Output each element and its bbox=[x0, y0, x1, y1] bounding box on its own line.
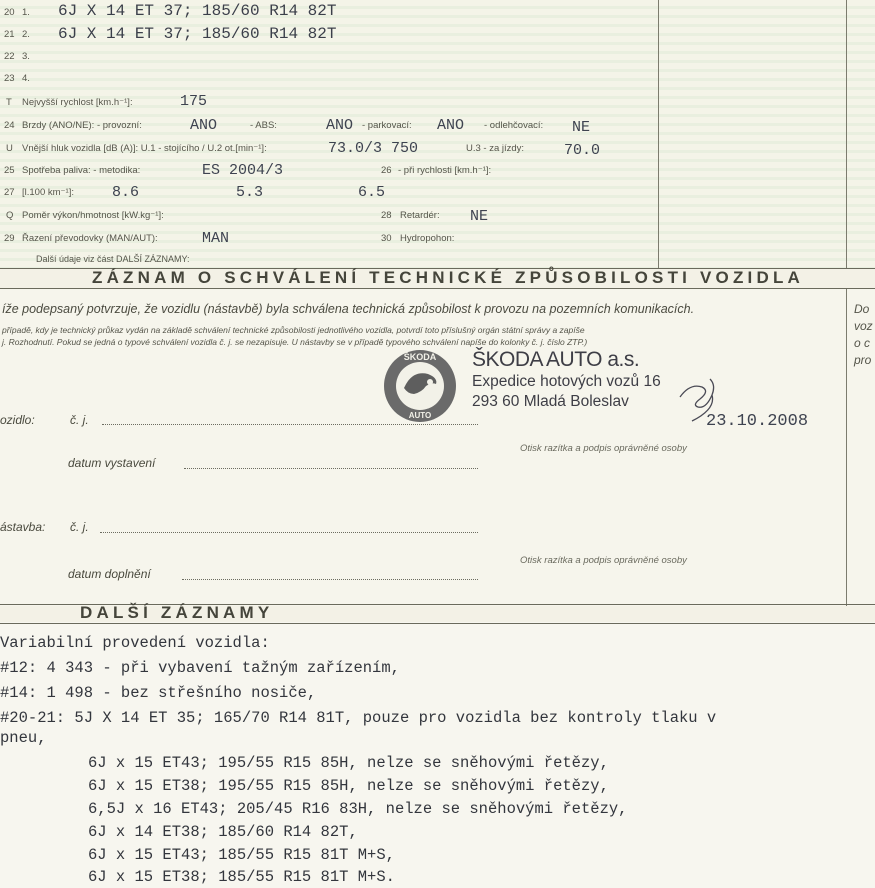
fuel-label: Spotřeba paliva: - metodika: bbox=[22, 165, 141, 176]
approval-title: ZÁZNAM O SCHVÁLENÍ TECHNICKÉ ZPŮSOBILOSTI VOZIDLA bbox=[92, 268, 805, 287]
divider bbox=[0, 623, 875, 624]
power-code: Q bbox=[6, 210, 14, 221]
record-line: Variabilní provedení vozidla: bbox=[0, 634, 270, 652]
abs-label: - ABS: bbox=[250, 120, 277, 131]
retarder-brake-value: NE bbox=[572, 119, 591, 136]
stamp-company: ŠKODA AUTO a.s. bbox=[472, 348, 640, 371]
record-line: 6J x 14 ET38; 185/60 R14 82T, bbox=[88, 823, 358, 841]
row-sub: 4. bbox=[22, 73, 30, 84]
power-label: Poměr výkon/hmotnost [kW.kg⁻¹]: bbox=[22, 210, 164, 221]
row-sub: 3. bbox=[22, 51, 30, 62]
approval-note-2: j. Rozhodnutí. Pokud se jedná o typové schválení vozidla č. j. se nezapisuje. U nástavby se v případě typového schválení napíše do kolonky č. j. číslo ZTP.) bbox=[2, 337, 588, 347]
row-num: 20 bbox=[4, 7, 15, 18]
speed-value: 175 bbox=[180, 93, 208, 110]
consumption-extra-urban: 5.3 bbox=[236, 184, 264, 201]
completed-dotted-line bbox=[182, 579, 478, 580]
side-note-3: o c bbox=[854, 336, 871, 350]
stamp-caption: Otisk razítka a podpis oprávněné osoby bbox=[520, 443, 687, 454]
cj2-dotted-line bbox=[100, 532, 478, 533]
record-line: pneu, bbox=[0, 729, 47, 747]
speed-label: Nejvyšší rychlost [km.h⁻¹]: bbox=[22, 97, 133, 108]
fuel-code: 25 bbox=[4, 165, 15, 176]
row-num: 23 bbox=[4, 73, 15, 84]
record-line: 6,5J x 16 ET43; 205/45 R16 83H, nelze se sněhovými řetězy, bbox=[88, 800, 628, 818]
gearbox-code: 29 bbox=[4, 233, 15, 244]
approval-statement: íže podepsaný potvrzuje, že vozidlu (nástavbě) byla schválena technická způsobilost k provozu na pozemních komunikacích. bbox=[2, 302, 695, 316]
side-note-1: Do bbox=[854, 302, 870, 316]
row-num: 22 bbox=[4, 51, 15, 62]
noise-code: U bbox=[6, 143, 13, 154]
consumption-urban: 8.6 bbox=[112, 184, 140, 201]
side-note-2: voz bbox=[854, 319, 873, 333]
issued-date-label: datum vystavení bbox=[68, 456, 156, 470]
gearbox-label: Řazení převodovky (MAN/AUT): bbox=[22, 233, 158, 244]
noise-driving-label: U.3 - za jízdy: bbox=[466, 143, 525, 154]
record-line: 6J x 15 ET38; 195/55 R15 85H, nelze se sněhovými řetězy, bbox=[88, 777, 609, 795]
frame-line bbox=[658, 0, 659, 268]
row-num: 21 bbox=[4, 29, 15, 40]
stamp-address-2: 293 60 Mladá Boleslav bbox=[472, 393, 629, 410]
wheel-value-2: 6J X 14 ET 37; 185/60 R14 82T bbox=[58, 25, 337, 43]
fuel-speed-label: - při rychlosti [km.h⁻¹]: bbox=[398, 165, 492, 176]
vehicle-label: ozidlo: bbox=[0, 413, 35, 427]
approval-section-background bbox=[0, 288, 875, 606]
hydro-label: Hydropohon: bbox=[400, 233, 455, 244]
divider bbox=[0, 288, 875, 289]
abs-value: ANO bbox=[326, 117, 354, 134]
record-line: #20-21: 5J X 14 ET 35; 165/70 R14 81T, pouze pro vozidla bez kontroly tlaku v bbox=[0, 709, 717, 727]
frame-line bbox=[846, 0, 847, 268]
retarder-code: 28 bbox=[381, 210, 392, 221]
consumption-label: [l.100 km⁻¹]: bbox=[22, 187, 74, 198]
retarder-brake-label: - odlehčovací: bbox=[484, 120, 544, 131]
issued-dotted-line bbox=[184, 468, 478, 469]
skoda-logo-icon bbox=[382, 348, 458, 424]
row-sub: 2. bbox=[22, 29, 30, 40]
noise-driving-value: 70.0 bbox=[564, 142, 601, 159]
record-line: #14: 1 498 - bez střešního nosiče, bbox=[0, 684, 317, 702]
brakes-service-value: ANO bbox=[190, 117, 218, 134]
record-line: 6J x 15 ET43; 185/55 R15 81T M+S, bbox=[88, 846, 395, 864]
fuel-speed-code: 26 bbox=[381, 165, 392, 176]
stamp-address-1: Expedice hotových vozů 16 bbox=[472, 373, 661, 390]
speed-code: T bbox=[6, 97, 12, 108]
parking-value: ANO bbox=[437, 117, 465, 134]
wheel-value-1: 6J X 14 ET 37; 185/60 R14 82T bbox=[58, 2, 337, 20]
gearbox-value: MAN bbox=[202, 230, 230, 247]
body-label: ástavba: bbox=[0, 520, 46, 534]
cj-label: č. j. bbox=[70, 413, 89, 427]
consumption-combined: 6.5 bbox=[358, 184, 386, 201]
stamp-caption-2: Otisk razítka a podpis oprávněné osoby bbox=[520, 555, 687, 566]
completed-date-label: datum doplnění bbox=[68, 567, 151, 581]
more-records-note: Další údaje viz část DALŠÍ ZÁZNAMY: bbox=[36, 254, 190, 264]
record-line: 6J x 15 ET43; 195/55 R15 85H, nelze se sněhovými řetězy, bbox=[88, 754, 609, 772]
logo-text-bottom: AUTO bbox=[408, 411, 432, 420]
record-line: 6J x 15 ET38; 185/55 R15 81T M+S. bbox=[88, 868, 395, 886]
records-title: DALŠÍ ZÁZNAMY bbox=[80, 603, 274, 622]
noise-standing-value: 73.0/3 750 bbox=[328, 140, 419, 157]
retarder-value: NE bbox=[470, 208, 489, 225]
hydro-code: 30 bbox=[381, 233, 392, 244]
frame-line bbox=[846, 288, 847, 606]
retarder-label: Retardér: bbox=[400, 210, 440, 221]
row-sub: 1. bbox=[22, 7, 30, 18]
consumption-code: 27 bbox=[4, 187, 15, 198]
brakes-label: Brzdy (ANO/NE): - provozní: bbox=[22, 120, 142, 131]
fuel-method-value: ES 2004/3 bbox=[202, 162, 284, 179]
cj-dotted-line bbox=[102, 424, 478, 425]
record-line: #12: 4 343 - při vybavení tažným zařízením, bbox=[0, 659, 400, 677]
brakes-code: 24 bbox=[4, 120, 15, 131]
logo-text-top: ŠKODA bbox=[403, 352, 437, 362]
cj2-label: č. j. bbox=[70, 520, 89, 534]
noise-label: Vnější hluk vozidla [dB (A)]: U.1 - stojícího / U.2 ot.[min⁻¹]: bbox=[22, 143, 267, 154]
parking-label: - parkovací: bbox=[362, 120, 412, 131]
side-note-4: pro bbox=[854, 353, 872, 367]
approval-date: 23.10.2008 bbox=[706, 412, 809, 431]
approval-note-1: případě, kdy je technický průkaz vydán na základě schválení technické způsobilosti jednotlivého vozidla, potvrdí toto příslušný orgán státní správy a zapíše bbox=[2, 325, 585, 335]
